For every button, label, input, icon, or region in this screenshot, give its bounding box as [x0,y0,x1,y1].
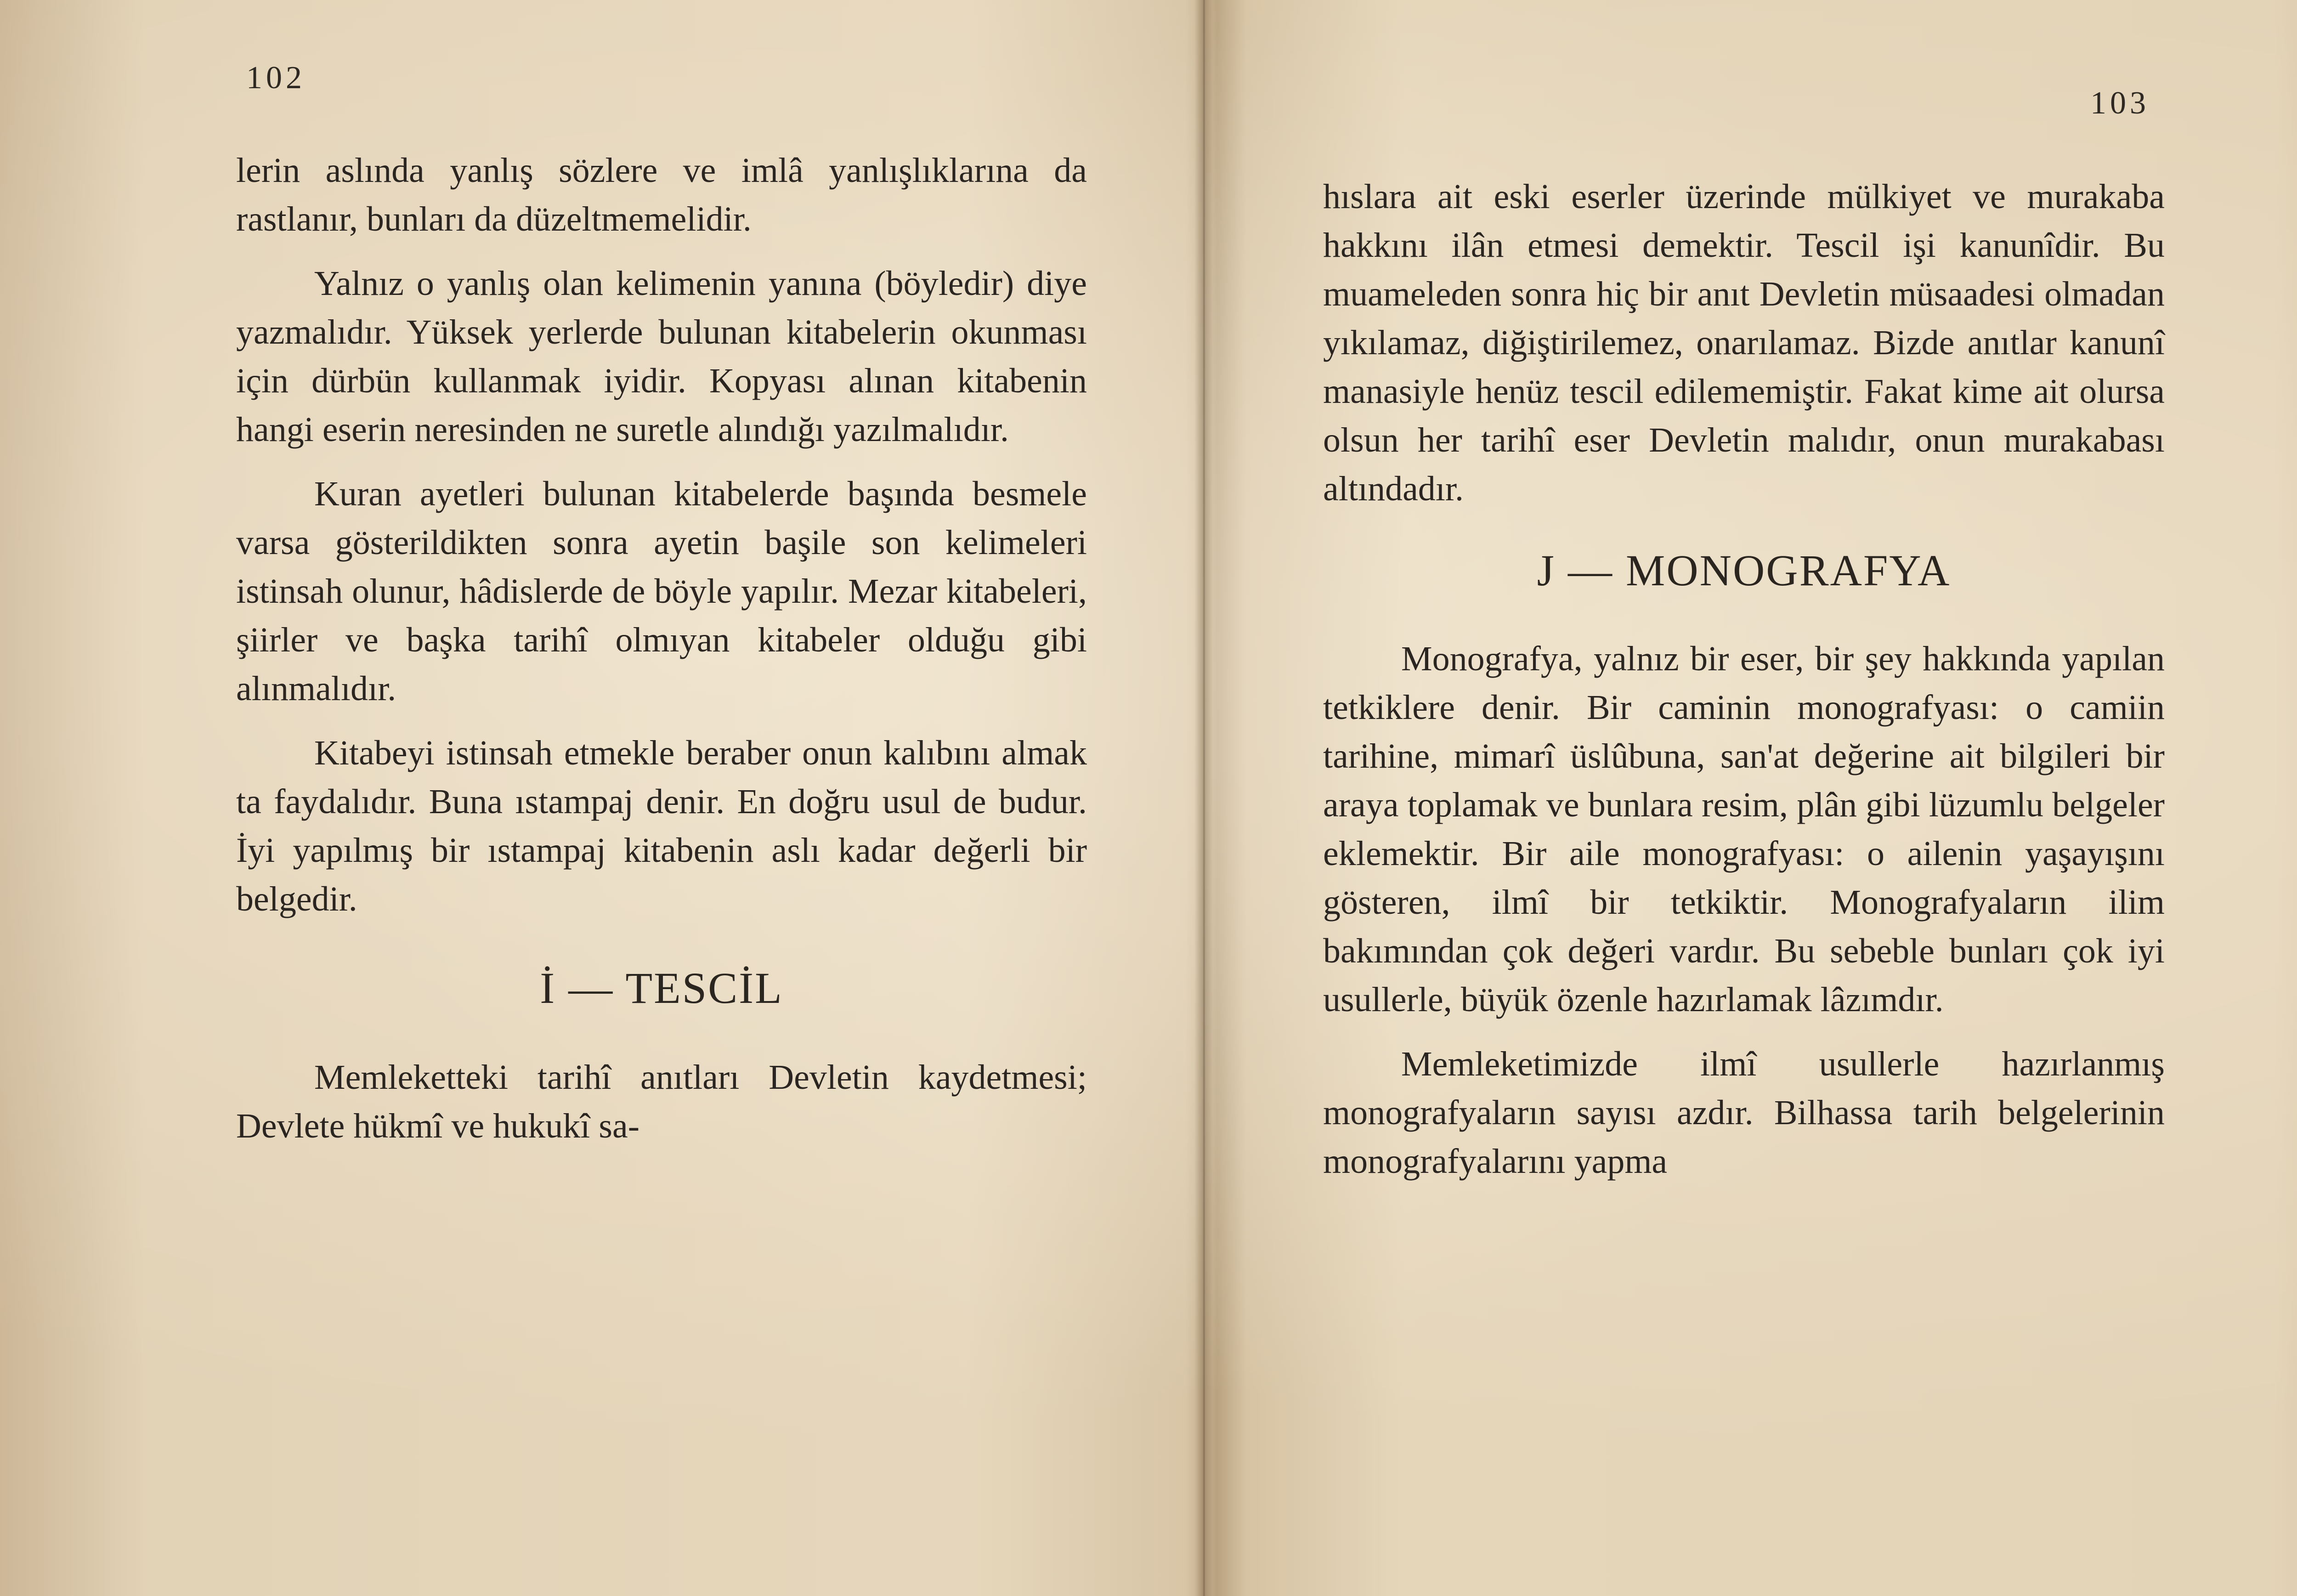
page-number: 102 [246,60,306,96]
right-page [1213,0,2297,1596]
paragraph: Monografya, yalnız bir eser, bir şey hakkında yapılan tetkiklere denir. Bir caminin monografyası: o camiin tarihine, mimarî üslûbuna, san'at değerine ait bilgileri bir araya toplamak ve bunlara resim, plân gibi lüzumlu belgeler eklemektir. Bir aile monografyası: o ailenin yaşayışını gösteren, ilmî bir tetkiktir. Monografyaların ilim bakımından çok değeri vardır. Bu sebeble bunları çok iyi usullerle, büyük özenle hazırlamak lâzımdır. [1323,640,2165,1019]
paragraph: Kuran ayetleri bulunan kitabelerde başında besmele varsa gösterildikten sonra ayetin başile son kelimeleri istinsah olunur, hâdislerde de böyle yapılır. Mezar kitabeleri, şiirler ve başka tarihî olmıyan kitabeler olduğu gibi alınmalıdır. [236,475,1087,708]
paragraph: Memleketimizde ilmî usullerle hazırlanmış monografyaların sayısı azdır. Bilhassa tarih belgelerinin monografyalarını yapma [1323,1045,2165,1181]
section-heading: J — MONOGRAFYA [1537,546,1951,595]
paragraph: Yalnız o yanlış olan kelimenin yanına (böyledir) diye yazmalıdır. Yüksek yerlerde bulunan kitabelerin okunması için dürbün kullanmak iyidir. Kopyası alınan kitabenin hangi eserin neresinden ne suretle alındığı yazılmalıdır. [236,264,1087,449]
section-heading: İ — TESCİL [540,963,783,1013]
paragraph: lerin aslında yanlış sözlere ve imlâ yanlışlıklarına da rastlanır, bunları da düzeltmemelidir. [236,151,1087,238]
paragraph: hıslara ait eski eserler üzerinde mülkiyet ve murakaba hakkını ilân etmesi demektir. Tescil işi kanunîdir. Bu muameleden sonra hiç bir anıt Devletin müsaadesi olmadan yıkılamaz, diğiştirilemez, onarılamaz. Bizde anıtlar kanunî manasiyle henüz tescil edilememiştir. Fakat kime ait olursa olsun her tarihî eser Devletin malıdır, onun murakabası altındadır. [1323,177,2165,508]
right-page-body [1323,172,2165,1186]
page-number: 103 [2090,85,2150,121]
paragraph: Memleketteki tarihî anıtları Devletin kaydetmesi; Devlete hükmî ve hukukî sa- [236,1058,1087,1145]
paragraph: Kitabeyi istinsah etmekle beraber onun kalıbını almak ta faydalıdır. Buna ıstampaj denir. En doğru usul de budur. İyi yapılmış bir ıstampaj kitabenin aslı kadar değerli bir belgedir. [236,734,1087,918]
left-page-body [236,146,1087,1150]
